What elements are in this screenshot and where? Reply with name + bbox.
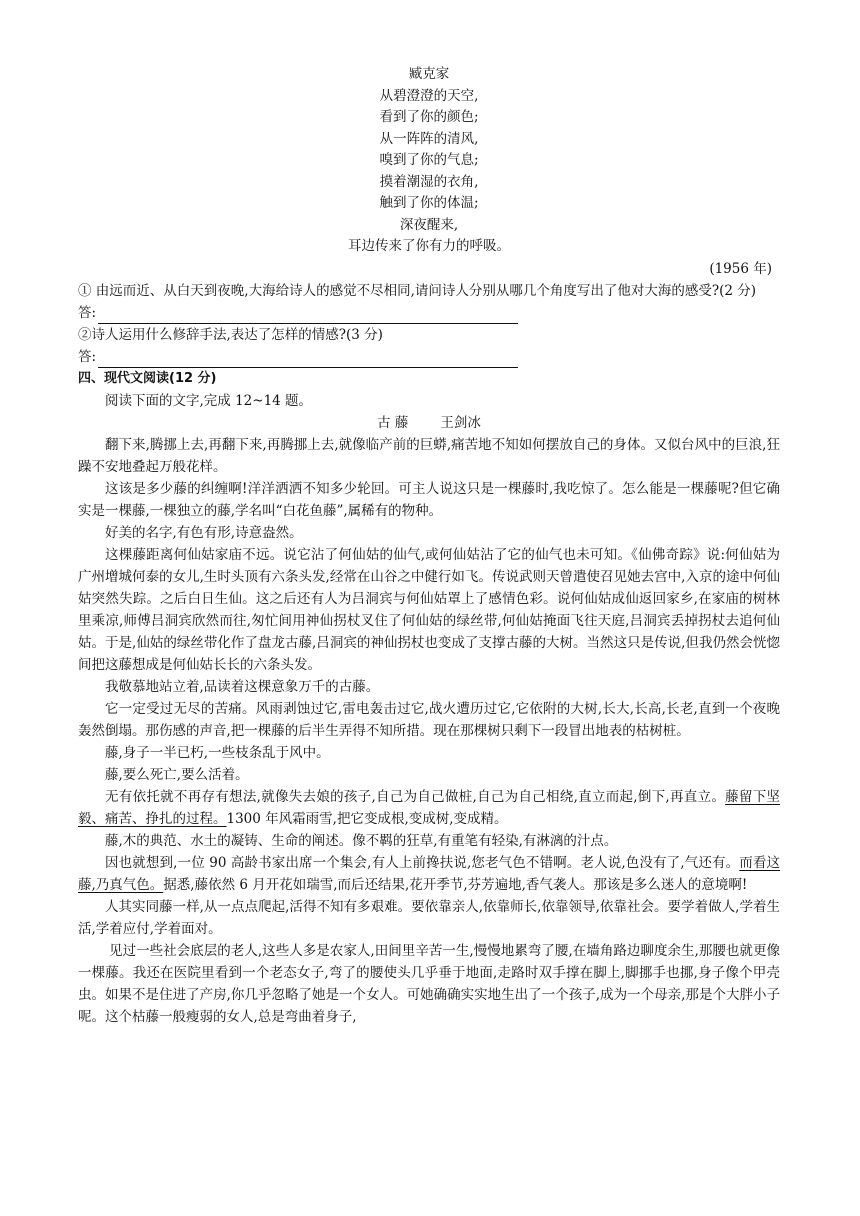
article-paragraph: 人其实同藤一样,从一点点爬起,活得不知有多艰难。要依靠亲人,依靠师长,依靠领导,依靠社会。要学着做人,学着生活,学着应付,学着面对。 — [78, 898, 780, 937]
poem-line: 触到了你的体温; — [379, 195, 479, 211]
article-paragraph: 我敬慕地站立着,品读着这棵意象万千的古藤。 — [105, 678, 380, 695]
underlined-sentence: 藤留下坚毅、痛苦、挣扎的过程。 — [78, 788, 781, 827]
answer-row-1 — [78, 302, 780, 324]
poem-line: 嗅到了你的气息; — [379, 152, 479, 168]
poem-author: 臧克家 — [408, 66, 450, 82]
paragraph-text: 1300 年风霜雨雪,把它变成根,变成树,变成精。 — [226, 810, 508, 827]
exam-page — [78, 64, 780, 1028]
poem — [78, 64, 780, 258]
poem-line: 摸着潮湿的衣角, — [379, 173, 479, 190]
article-paragraph: 见过一些社会底层的老人,这些人多是农家人,田间里辛苦一生,慢慢地累弯了腰,在墙角路边聊度余生,那腰也就更像一棵藤。我还在医院里看到一个老态女子,弯了的腰使头几乎垂于地面,走路时双手撑在脚上,脚挪手也挪,身子像个甲壳虫。如果不是住进了产房,你几乎忽略了她是一个女人。可她确确实实地生出了一个孩子,成为一个母亲,那是个大胖小子呢。这个枯藤一般瘦弱的女人,总是弯曲着身子, — [78, 942, 780, 1025]
poem-year: (1956 年) — [709, 260, 772, 277]
article-paragraph: 翻下来,腾挪上去,再翻下来,再腾挪上去,就像临产前的巨蟒,痛苦地不知如何摆放自己的身体。又似台风中的巨浪,狂躁不安地叠起万般花样。 — [78, 436, 780, 475]
article-paragraph: 这棵藤距离何仙姑家庙不远。说它沾了何仙姑的仙气,或何仙姑沾了它的仙气也未可知。《仙佛奇踪》说:何仙姑为广州增城何泰的女儿,生时头顶有六条头发,经常在山谷之中健行如飞。传说武则天曾遣使召见她去宫中,入京的途中何仙姑突然失踪。之后白日生仙。这之后还有人为吕洞宾与何仙姑罩上了感情色彩。说何仙姑成仙返回家乡,在家庙的树林里乘凉,师傅吕洞宾欣然而往,匆忙间用神仙拐杖叉住了何仙姑的绿丝带,何仙姑掩面飞往天庭,吕洞宾丢掉拐杖去追何仙姑。于是,仙姑的绿丝带化作了盘龙古藤,吕洞宾的神仙拐杖也变成了支撑古藤的大树。当然这只是传说,但我仍然会恍惚间把这藤想成是何仙姑长长的六条头发。 — [78, 546, 780, 673]
article-title-row — [78, 412, 780, 434]
paragraph-text: 因也就想到,一位 90 高龄书家出席一个集会,有人上前搀扶说,您老气色不错啊。老人说,色没有了,气还有。 — [105, 854, 740, 871]
article-paragraph: 藤,身子一半已朽,一些枝条乱于风中。 — [105, 744, 330, 761]
section-instruction: 阅读下面的文字,完成 12~14 题。 — [105, 392, 313, 409]
question-2: ②诗人运用什么修辞手法,表达了怎样的情感?(3 分) — [78, 326, 383, 343]
poem-line: 看到了你的颜色; — [379, 109, 479, 125]
article-paragraph — [78, 852, 780, 896]
poem-line: 从碧澄澄的天空, — [379, 87, 479, 104]
article-paragraph: 它一定受过无尽的苦痛。风雨剥蚀过它,雷电轰击过它,战火遭历过它,它依附的大树,长大,长高,长老,直到一个夜晚轰然倒塌。那伤感的声音,把一棵藤的后半生弄得不知所措。现在那棵树只剩下一段冒出地表的枯树桩。 — [78, 700, 780, 739]
poem-line: 从一阵阵的清风, — [379, 130, 479, 147]
paragraph-text: 无有依托就不再存有想法,就像失去娘的孩子,自己为自己做桩,自己为自己相绕,直立而起,倒下,再直立。 — [105, 788, 726, 805]
article-paragraph: 这该是多少藤的纠缠啊!洋洋洒洒不知多少轮回。可主人说这只是一棵藤时,我吃惊了。怎么能是一棵藤呢?但它确实是一棵藤,一棵独立的藤,学名叫“白花鱼藤”,属稀有的物种。 — [78, 480, 780, 519]
answer-line[interactable] — [98, 307, 518, 324]
article-author: 王剑冰 — [440, 414, 481, 431]
answer-label: 答: — [78, 304, 97, 321]
poem-line: 深夜醒来, — [399, 216, 459, 233]
section-heading: 四、现代文阅读(12 分) — [78, 370, 217, 386]
question-1: ① 由远而近、从白天到夜晚,大海给诗人的感觉不尽相同,请问诗人分别从哪几个角度写出了他对大海的感受?(2 分) — [78, 282, 757, 299]
article-paragraph: 藤,木的典范、水土的凝铸、生命的阐述。像不羁的狂草,有重笔有轻染,有淋漓的汁点。 — [105, 832, 618, 849]
article-title: 古 藤 — [377, 414, 409, 431]
poem-line: 耳边传来了你有力的呼吸。 — [348, 238, 510, 254]
underlined-sentence: 而看这藤,乃真气色。 — [78, 854, 781, 893]
answer-label: 答: — [78, 348, 97, 365]
article-paragraph — [78, 786, 780, 830]
article-paragraph: 好美的名字,有色有形,诗意盎然。 — [105, 524, 303, 541]
answer-row-2 — [78, 346, 780, 368]
answer-line[interactable] — [98, 351, 518, 368]
article-paragraph: 藤,要么死亡,要么活着。 — [105, 766, 249, 783]
paragraph-text: 据悉,藤依然 6 月开花如瑞雪,而后还结果,花开季节,芬芳遍地,香气袭人。那该是多么迷人的意境啊! — [163, 876, 748, 893]
